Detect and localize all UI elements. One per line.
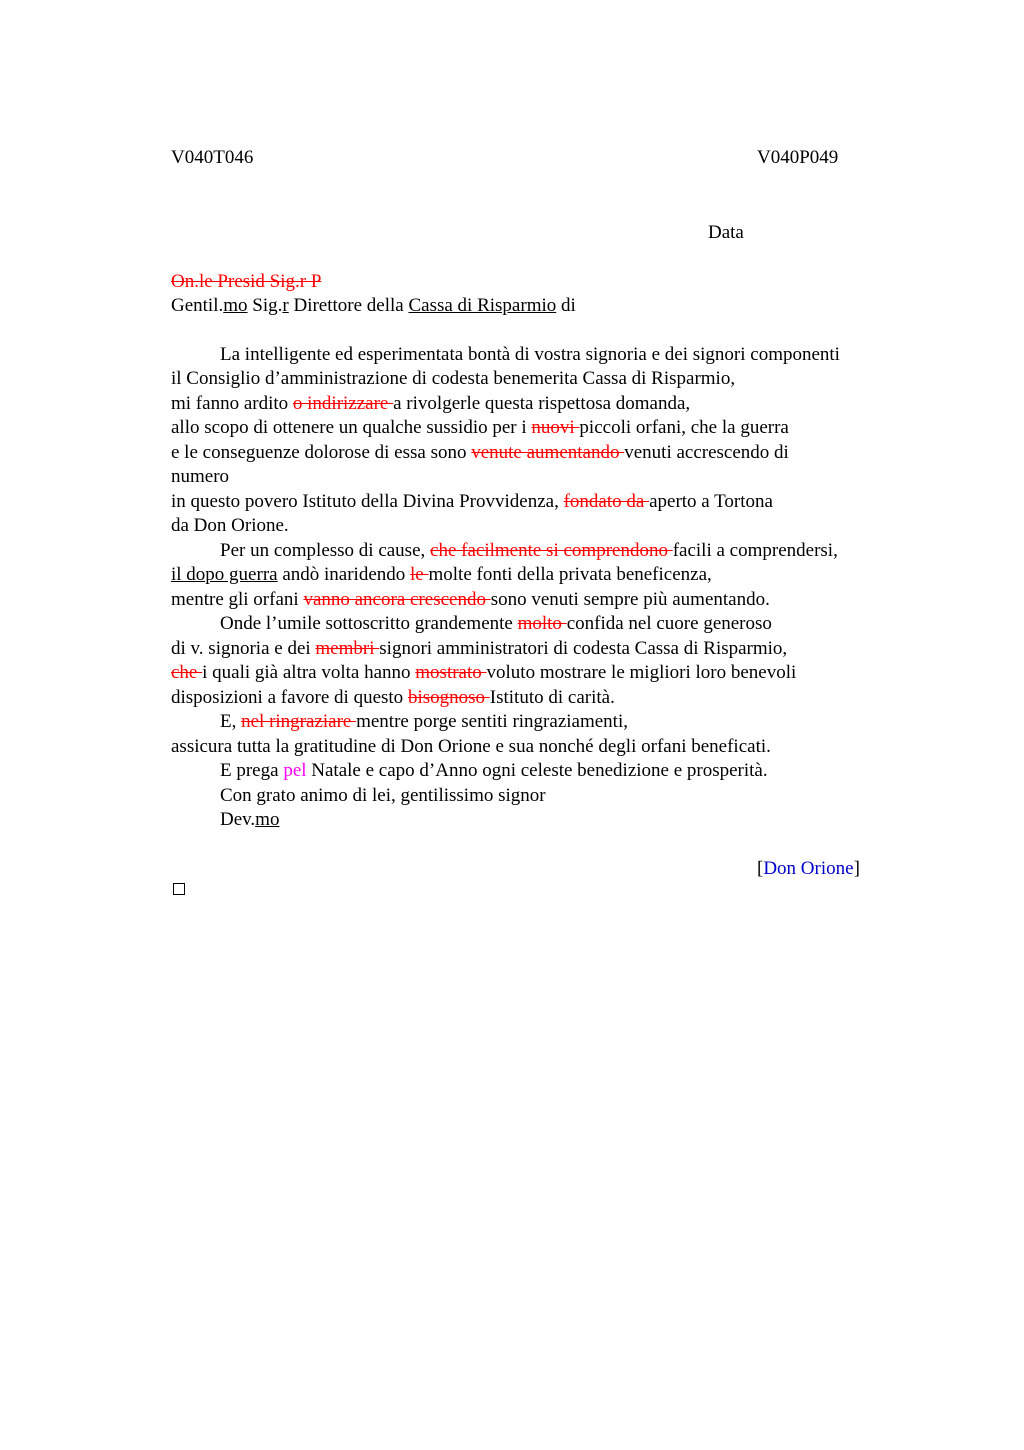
- salutation-sig: Sig.: [247, 295, 283, 316]
- deleted-text: nel ringraziare: [241, 711, 357, 732]
- body-line-2: il Consiglio d’amministrazione di codesta benemerita Cassa di Risparmio,: [171, 368, 736, 389]
- deleted-text: che: [171, 662, 203, 683]
- body-line-8: da Don Orione.: [171, 515, 289, 536]
- empty-box-icon: [173, 883, 185, 895]
- text-segment: signori amministratori di codesta Cassa di Risparmio,: [379, 638, 788, 659]
- body-line-1: La intelligente ed esperimentata bontà di vostra signoria e dei signori componenti: [220, 344, 840, 365]
- text-segment: venuti accrescendo di: [624, 442, 789, 463]
- text-segment: Per un complesso di cause,: [220, 540, 431, 561]
- body-line-9: [220, 539, 838, 564]
- signature-name: Don Orione: [763, 858, 854, 879]
- text-segment: voluto mostrare le migliori loro benevoli: [486, 662, 797, 683]
- body-line-19: Con grato animo di lei, gentilissimo signor: [220, 785, 546, 806]
- text-segment: facili a comprendersi,: [672, 540, 838, 561]
- salutation-line: [171, 294, 576, 319]
- text-segment: Istituto di carità.: [489, 687, 615, 708]
- text-segment: E prega: [220, 760, 284, 781]
- underlined-text: mo: [255, 809, 280, 830]
- body-line-7: [171, 490, 773, 515]
- signature: [757, 857, 860, 882]
- left-code: V040T046: [171, 147, 254, 168]
- text-segment: confida nel cuore generoso: [566, 613, 772, 634]
- deleted-text: mostrato: [415, 662, 487, 683]
- bracket: [: [757, 858, 764, 879]
- text-segment: aperto a Tortona: [649, 491, 773, 512]
- text-segment: mentre porge sentiti ringraziamenti,: [356, 711, 628, 732]
- text-segment: allo scopo di ottenere un qualche sussidio per i: [171, 417, 532, 438]
- text-segment: di v. signoria e dei: [171, 638, 316, 659]
- body-line-20: [220, 808, 279, 833]
- bracket: ]: [853, 858, 860, 879]
- date-label: Data: [708, 222, 744, 243]
- text-segment: disposizioni a favore di questo: [171, 687, 408, 708]
- deleted-text: le: [410, 564, 429, 585]
- text-segment: mi fanno ardito: [171, 393, 293, 414]
- underlined-text: il dopo guerra: [171, 564, 278, 585]
- deleted-text: o indirizzare: [292, 393, 394, 414]
- text-segment: sono venuti sempre più aumentando.: [490, 589, 770, 610]
- body-line-15: [171, 686, 615, 711]
- body-line-6: numero: [171, 466, 230, 487]
- deleted-salutation-line: [171, 270, 321, 295]
- deleted-text: nuovi: [531, 417, 580, 438]
- deleted-text: che facilmente si comprendono: [430, 540, 673, 561]
- body-line-18: [220, 759, 768, 784]
- body-line-13: [171, 637, 787, 662]
- deleted-text: vanno ancora crescendo: [303, 589, 491, 610]
- text-segment: in questo povero Istituto della Divina Provvidenza,: [171, 491, 564, 512]
- inserted-text: pel: [283, 760, 307, 781]
- text-segment: molte fonti della privata beneficenza,: [428, 564, 712, 585]
- salutation-direttore: Direttore della: [288, 295, 409, 316]
- salutation-mo: mo: [223, 295, 248, 316]
- text-segment: i quali già altra volta hanno: [202, 662, 416, 683]
- body-line-12: [220, 612, 772, 637]
- text-segment: e le conseguenze dolorose di essa sono: [171, 442, 472, 463]
- deleted-text: fondato da: [563, 491, 650, 512]
- body-line-14: [171, 661, 796, 686]
- deleted-text: molto: [517, 613, 567, 634]
- text-segment: Dev.: [220, 809, 256, 830]
- text-segment: Natale e capo d’Anno ogni celeste benedizione e prosperità.: [306, 760, 768, 781]
- text-segment: a rivolgerle questa rispettosa domanda,: [393, 393, 691, 414]
- text-segment: Onde l’umile sottoscritto grandemente: [220, 613, 518, 634]
- text-segment: mentre gli orfani: [171, 589, 304, 610]
- body-line-5: [171, 441, 789, 466]
- salutation-r: r: [282, 295, 289, 316]
- salutation-di: di: [556, 295, 576, 316]
- deleted-text: bisognoso: [407, 687, 490, 708]
- text-segment: E,: [220, 711, 242, 732]
- body-line-11: [171, 588, 770, 613]
- text-segment: piccoli orfani, che la guerra: [579, 417, 789, 438]
- body-line-17: assicura tutta la gratitudine di Don Orione e sua nonché degli orfani beneficati.: [171, 736, 771, 757]
- salutation-gentil: Gentil.: [171, 295, 224, 316]
- body-line-3: [171, 392, 690, 417]
- right-code: V040P049: [757, 147, 839, 168]
- body-line-4: [171, 416, 789, 441]
- salutation-cassa: Cassa di Risparmio: [408, 295, 557, 316]
- body-line-10: [171, 563, 712, 588]
- deleted-text: membri: [315, 638, 380, 659]
- body-line-16: [220, 710, 628, 735]
- text-segment: andò inaridendo: [277, 564, 411, 585]
- deleted-text: venute aumentando: [471, 442, 625, 463]
- deleted-text: On.le Presid Sig.r P: [171, 271, 322, 292]
